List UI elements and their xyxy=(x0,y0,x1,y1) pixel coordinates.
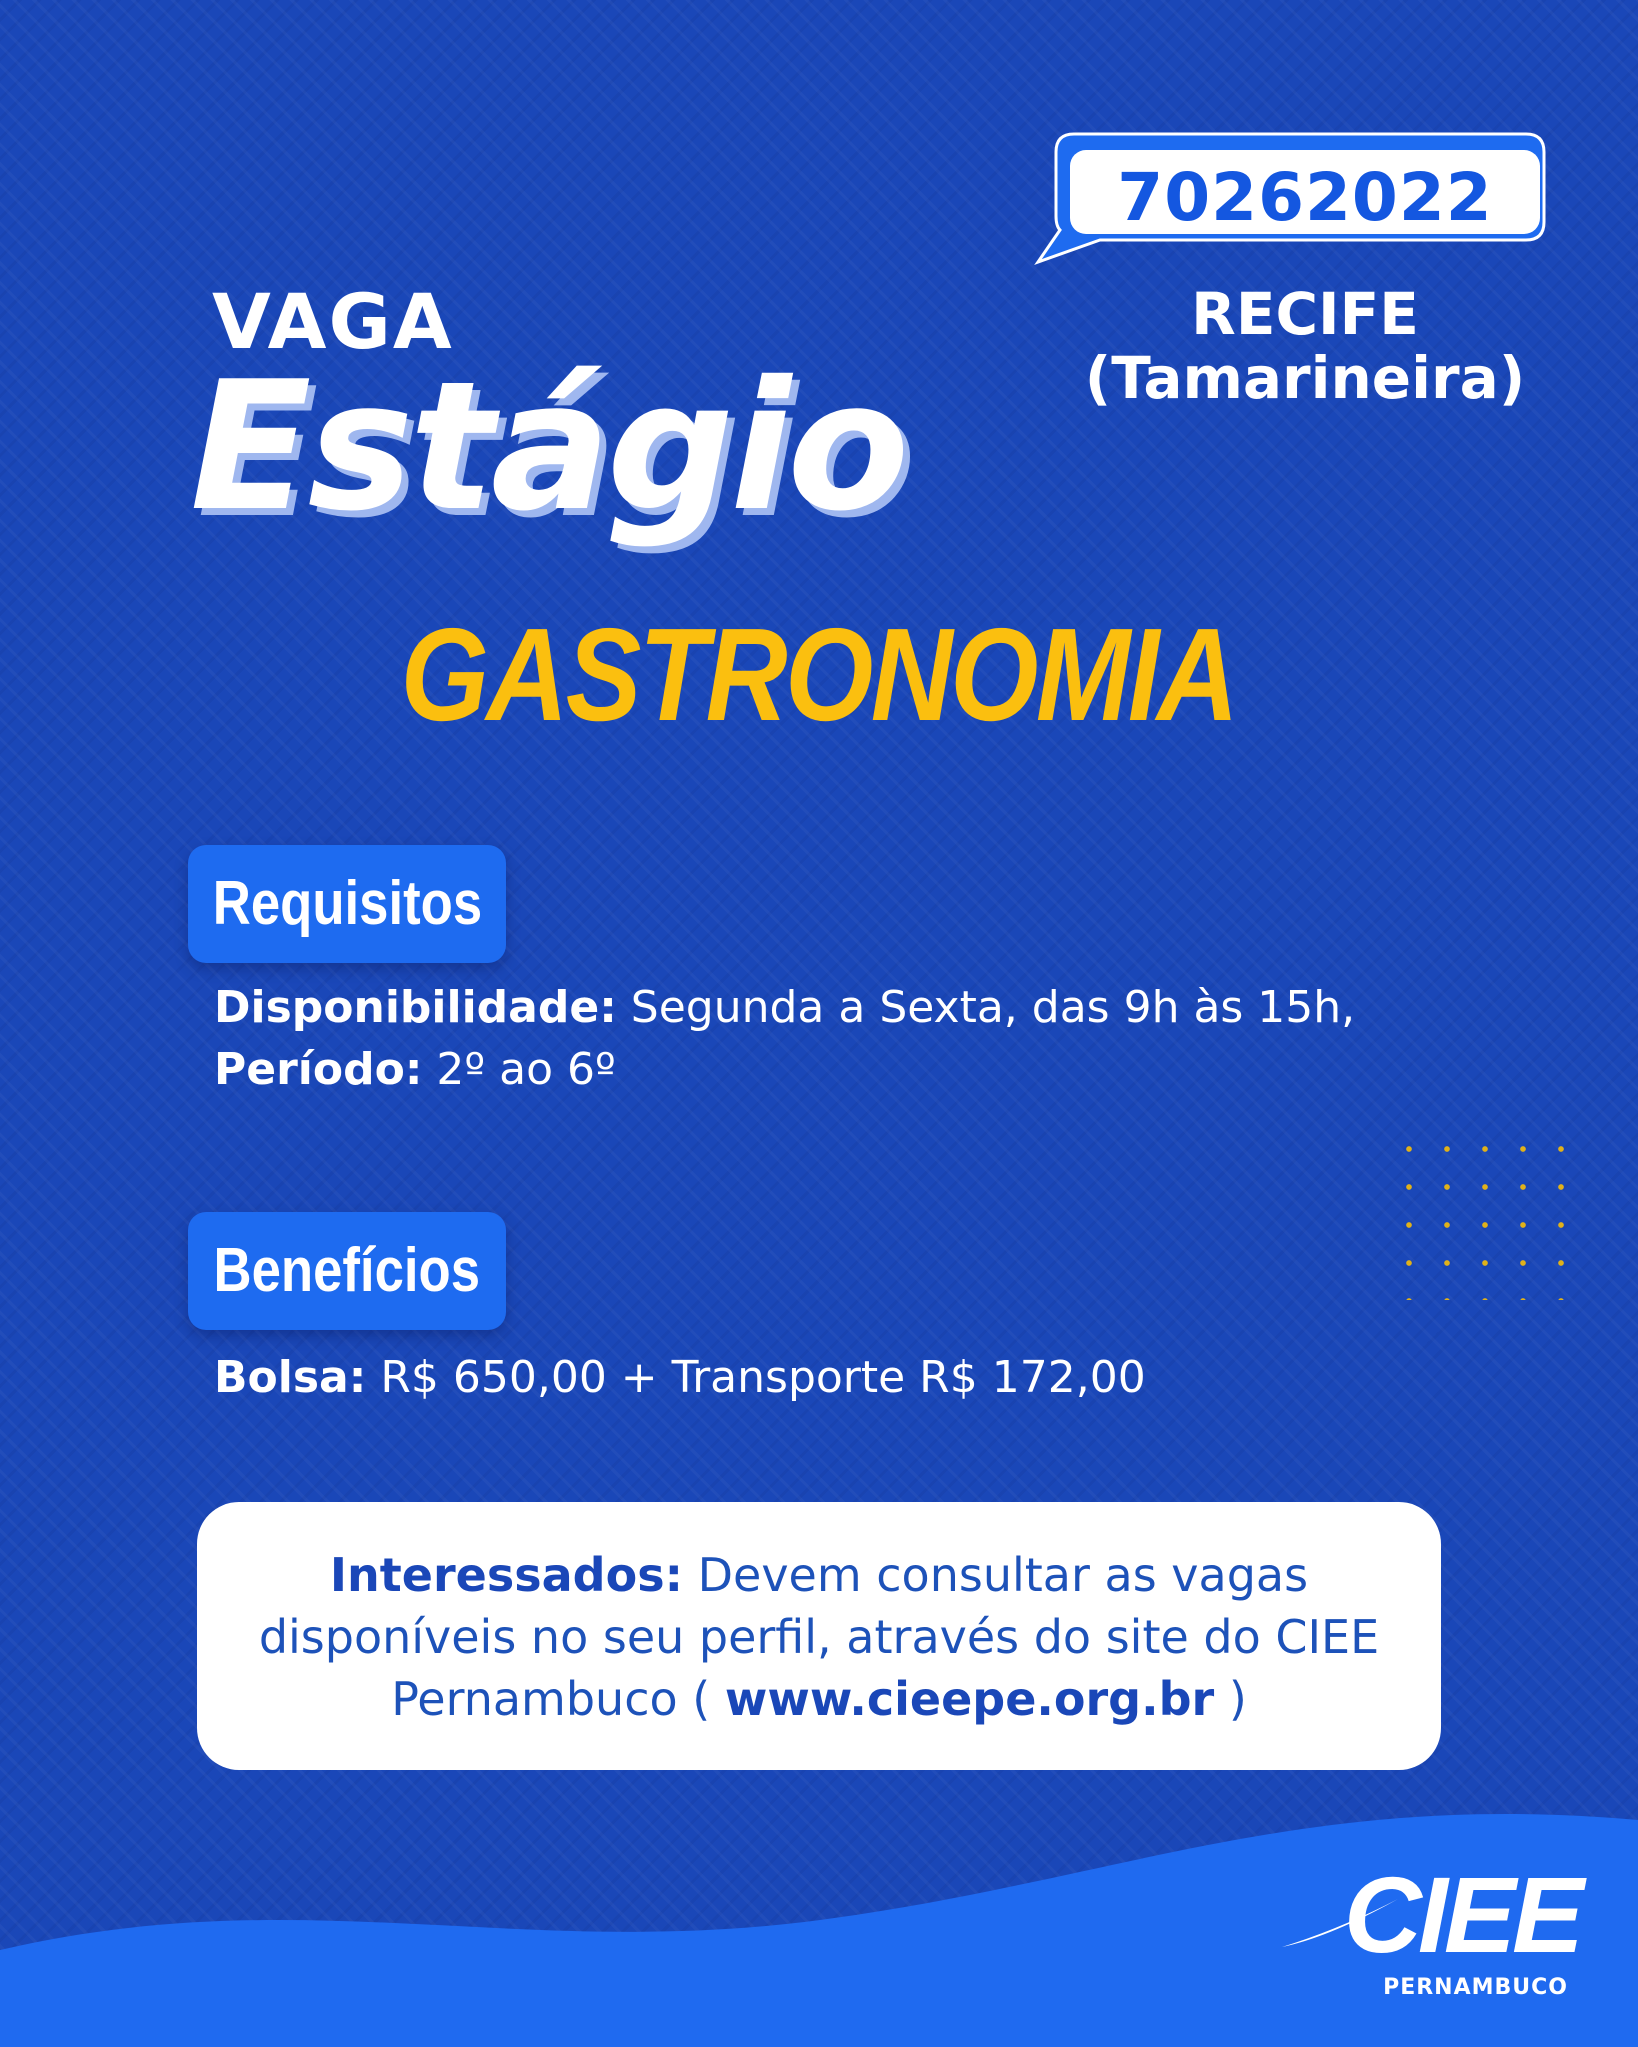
bolsa-value: R$ 650,00 + Transporte R$ 172,00 xyxy=(366,1352,1146,1403)
periodo-label: Período: xyxy=(214,1044,423,1095)
periodo-value: 2º ao 6º xyxy=(422,1044,616,1095)
logo-subtitle: PERNAMBUCO xyxy=(1383,1975,1568,2000)
site-link[interactable]: www.cieepe.org.br xyxy=(724,1672,1215,1726)
disponibilidade-value: Segunda a Sexta, das 9h às 15h, xyxy=(616,982,1356,1033)
beneficios-title: Benefícios xyxy=(213,1236,481,1305)
info-text-end: ) xyxy=(1214,1672,1247,1726)
course-title: GASTRONOMIA xyxy=(400,601,1237,748)
city-name: RECIFE xyxy=(1191,280,1419,348)
disponibilidade-line xyxy=(214,978,1355,1038)
dot-grid-decoration xyxy=(1390,1130,1590,1300)
bolsa-line xyxy=(214,1348,1146,1408)
location xyxy=(1040,282,1570,410)
ciee-logo xyxy=(1280,1855,1580,2015)
neighborhood: (Tamarineira) xyxy=(1084,344,1526,412)
requisitos-title: Requisitos xyxy=(212,869,482,938)
logo-wordmark: CIEE xyxy=(1343,1854,1580,1975)
interessados-label: Interessados: xyxy=(329,1548,683,1602)
info-card xyxy=(197,1502,1441,1770)
info-text: Devem consultar as vagas disponíveis no seu perfil, através do site do CIEE Pernambuco ( xyxy=(258,1548,1380,1726)
beneficios-tag xyxy=(188,1212,506,1330)
vaga-heading: VAGA xyxy=(212,277,454,366)
vacancy-code: 70262022 xyxy=(1117,159,1493,236)
disponibilidade-label: Disponibilidade: xyxy=(214,982,617,1033)
periodo-line xyxy=(214,1040,616,1100)
requisitos-tag xyxy=(188,845,506,963)
estagio-heading: Estágio xyxy=(190,343,906,550)
bolsa-label: Bolsa: xyxy=(214,1352,367,1403)
code-speech-bubble xyxy=(1030,130,1550,270)
